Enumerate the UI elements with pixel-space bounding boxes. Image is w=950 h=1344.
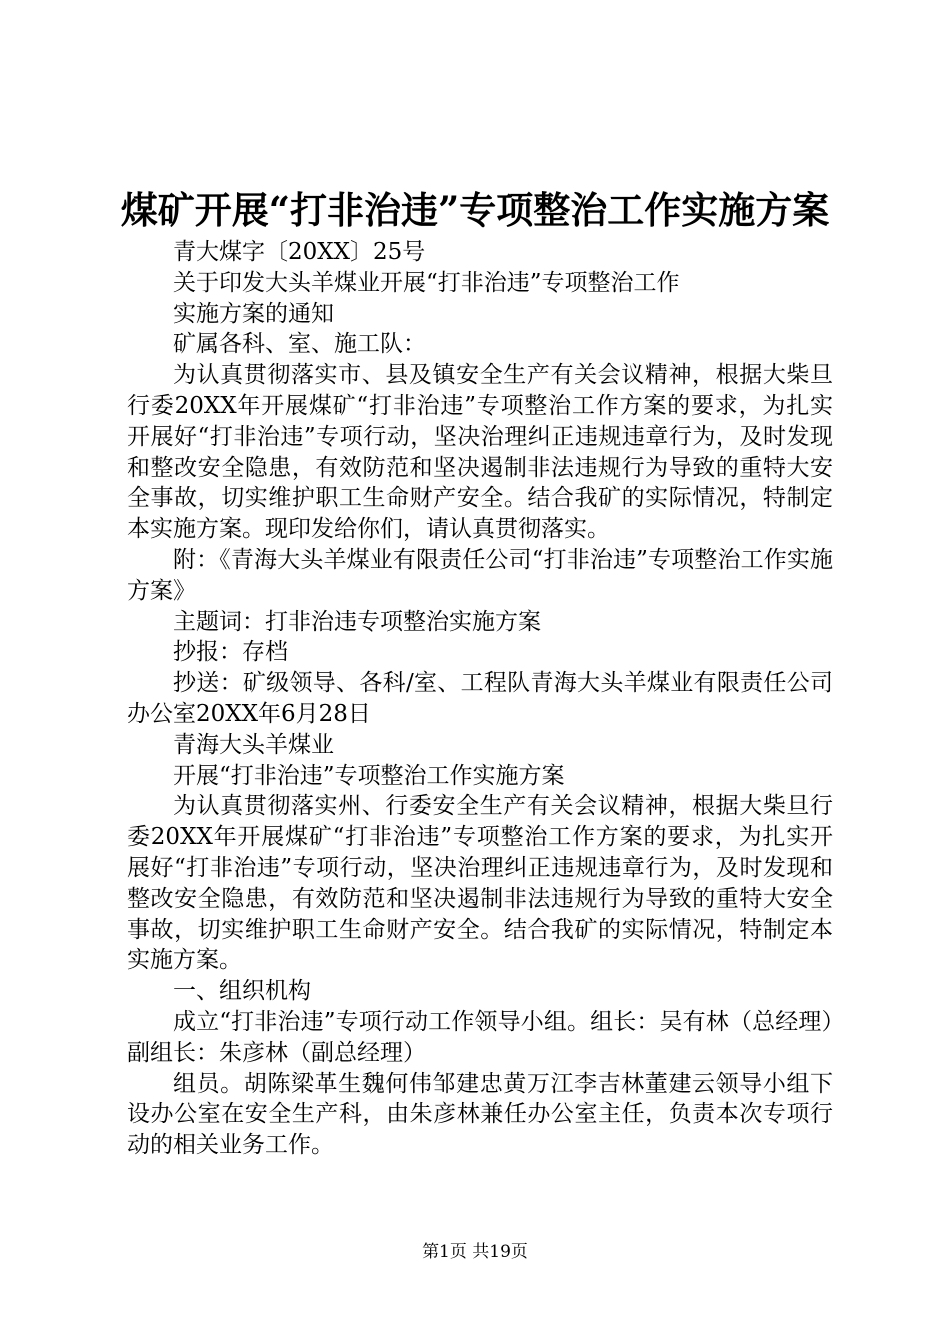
paragraph-keywords: 主题词：打非治违专项整治实施方案: [173, 608, 541, 635]
paragraph-leadership-group: 成立“打非治违”专项行动工作领导小组。组长：吴有林（总经理）副组长：朱彦林（副总经理）: [127, 1008, 833, 1066]
paragraph-report-to: 抄报：存档: [173, 639, 288, 666]
paragraph-plan-body: 为认真贯彻落实州、行委安全生产有关会议精神，根据大柴旦行委20XX年开展煤矿“打非治违”专项整治工作方案的要求，为扎实开展好“打非治违”专项行动，坚决治理纠正违规违章行为，及时发现和整改安全隐患，有效防范和坚决遏制非法违规行为导致的重特大安全事故，切实维护职工生命财产安全。结合我矿的实际情况，特制定本实施方案。: [127, 793, 833, 974]
page-number-label: 第1页 共19页: [422, 1242, 528, 1262]
paragraph-copy-to: 抄送：矿级领导、各科/室、工程队青海大头羊煤业有限责任公司办公室20XX年6月28日: [127, 670, 833, 727]
paragraph-recipients: 矿属各科、室、施工队：: [173, 331, 426, 358]
paragraph-plan-title: 开展“打非治违”专项整治工作实施方案: [173, 762, 565, 789]
paragraph-section-heading: 一、组织机构: [173, 978, 311, 1005]
paragraph-notice-body: 为认真贯彻落实市、县及镇安全生产有关会议精神，根据大柴旦行委20XX年开展煤矿“打非治违”专项整治工作方案的要求，为扎实开展好“打非治违”专项行动，坚决治理纠正违规违章行为，及时发现和整改安全隐患，有效防范和坚决遏制非法违规行为导致的重特大安全事故，切实维护职工生命财产安全。结合我矿的实际情况，特制定本实施方案。现印发给你们，请认真贯彻落实。: [127, 362, 833, 543]
paragraph-attachment: 附：《青海大头羊煤业有限责任公司“打非治违”专项整治工作实施方案》: [127, 546, 833, 604]
paragraph-notice-title-line2: 实施方案的通知: [173, 300, 334, 327]
paragraph-doc-number: 青大煤字〔20XX〕25号: [173, 239, 426, 265]
paragraph-company-name: 青海大头羊煤业: [173, 731, 334, 758]
document-body: [127, 237, 833, 1161]
page-footer: [0, 1240, 950, 1264]
document-title: 煤矿开展“打非治违”专项整治工作实施方案: [120, 188, 830, 232]
paragraph-members: 组员。胡陈梁革生魏何伟邹建忠黄万江李吉林董建云领导小组下设办公室在安全生产科，由朱彦林兼任办公室主任，负责本次专项行动的相关业务工作。: [127, 1070, 833, 1159]
paragraph-notice-title-line1: 关于印发大头羊煤业开展“打非治违”专项整治工作: [173, 269, 680, 296]
